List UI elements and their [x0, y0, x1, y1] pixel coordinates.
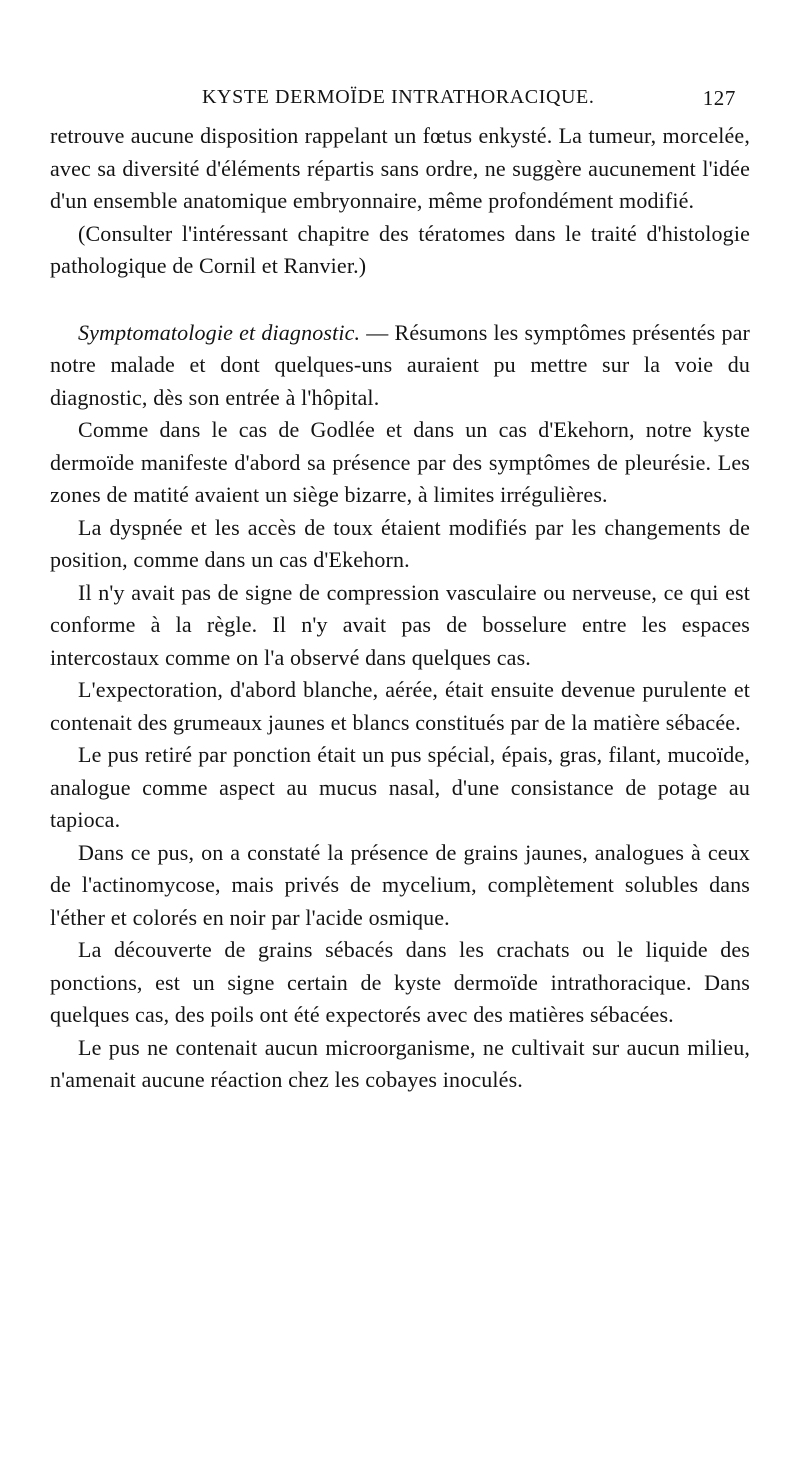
paragraph: La découverte de grains sébacés dans les crachats ou le liquide des ponctions, est un signe certain de kyste dermoïde intrathoracique. Dans quelques cas, des poils ont été expectorés avec des matières sébacées. [50, 937, 750, 1027]
paragraph: La dyspnée et les accès de toux étaient modifiés par les changements de position, comme dans un cas d'Ekehorn. [50, 514, 750, 572]
paragraph: Le pus ne contenait aucun microorganisme, ne cultivait sur aucun milieu, n'amenait aucune réaction chez les cobayes inoculés. [50, 1034, 750, 1092]
paragraph: Il n'y avait pas de signe de compression vasculaire ou nerveuse, ce qui est conforme à la règle. Il n'y avait pas de bosselure entre les espaces intercostaux comme on l'a observé dans quelques cas. [50, 579, 750, 670]
paragraph: Dans ce pus, on a constaté la présence de grains jaunes, analogues à ceux de l'actinomycose, mais privés de mycelium, complètement solubles dans l'éther et colorés en noir par l'acide osmique. [50, 839, 750, 930]
page-body [50, 120, 750, 1097]
paragraph: retrouve aucune disposition rappelant un fœtus enkysté. La tumeur, morcelée, avec sa diversité d'éléments répartis sans ordre, ne suggère aucunement l'idée d'un ensemble anatomique embryonnaire, même profondément modifié. [50, 123, 750, 213]
paragraph: Comme dans le cas de Godlée et dans un cas d'Ekehorn, notre kyste dermoïde manifeste d'abord sa présence par des symptômes de pleurésie. Les zones de matité avaient un siège bizarre, à limites irrégulières. [50, 417, 750, 507]
paragraph: (Consulter l'intéressant chapitre des tératomes dans le traité d'histologie pathologique de Cornil et Ranvier.) [50, 220, 750, 278]
section-intro-paragraph [50, 317, 750, 415]
page-number: 127 [702, 86, 736, 110]
running-title: KYSTE DERMOÏDE INTRATHORACIQUE. [202, 86, 595, 108]
section-intro-text: — Résumons les symptômes présentés par notre malade et dont quelques-uns auraient pu mettre sur la voie du diagnostic, dès son entrée à l'hôpital. [50, 319, 750, 410]
paragraph: Le pus retiré par ponction était un pus spécial, épais, gras, filant, mucoïde, analogue comme aspect au mucus nasal, d'une consistance de potage au tapioca. [50, 742, 750, 832]
paragraph: L'expectoration, d'abord blanche, aérée, était ensuite devenue purulente et contenait des grumeaux jaunes et blancs constitués par de la matière sébacée. [50, 677, 750, 735]
section-symptomatologie [50, 317, 750, 1097]
section-heading: Symptomatologie et diagnostic. [78, 319, 361, 345]
book-page [50, 86, 750, 1097]
page-header [50, 86, 750, 116]
